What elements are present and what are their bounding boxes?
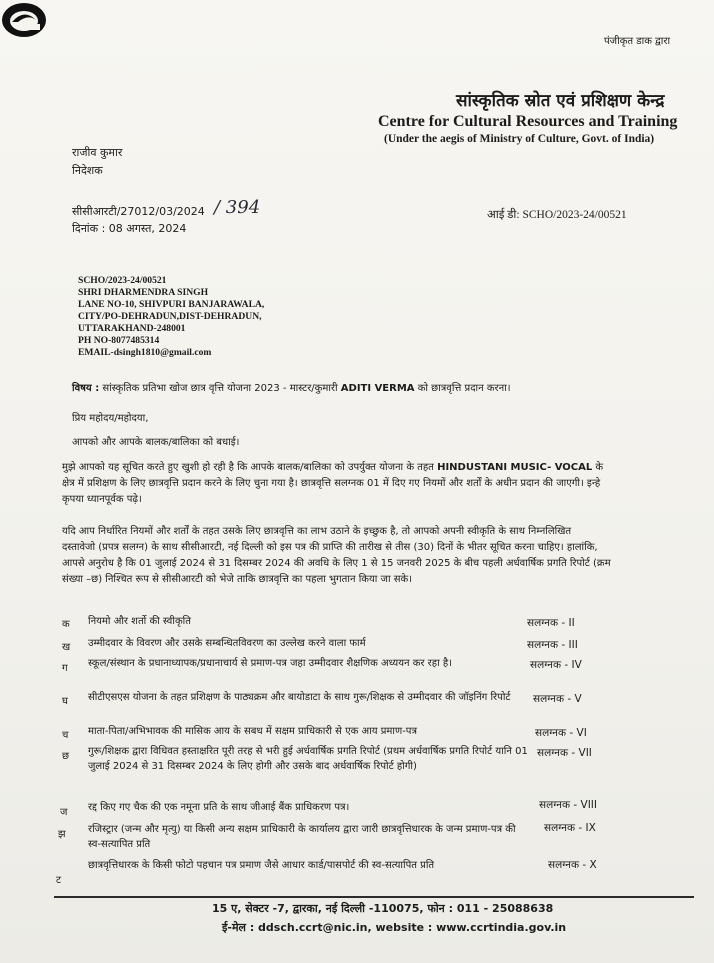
address-line: SHRI DHARMENDRA SINGH bbox=[78, 287, 209, 298]
para-line: संख्या –छ) निश्चित रूप से सीसीआरटी को भेजे ताकि छात्रवृत्ति का पहला भुगतान किया जा सके। bbox=[62, 574, 412, 585]
enclosure-letter: झ bbox=[58, 829, 66, 840]
enclosure-letter: घ bbox=[62, 696, 68, 707]
subject-text: सांस्कृतिक प्रतिभा खोज छात्र वृत्ति योजना 2023 - मास्टर/कुमारी bbox=[102, 383, 338, 394]
paragraph-instructions bbox=[62, 524, 676, 588]
enclosure-letter: ज bbox=[60, 807, 68, 818]
enclosure-text: उम्मीदवार के विवरण और उसके सम्बन्धितविवरण का उल्लेख करने वाला फार्म bbox=[88, 638, 366, 649]
subject-text-end: को छात्रवृत्ति प्रदान करना। bbox=[417, 383, 511, 394]
footer-divider bbox=[54, 896, 694, 898]
discipline-field: HINDUSTANI MUSIC- VOCAL bbox=[437, 462, 593, 473]
para-line: यदि आप निर्धारित नियमों और शर्तों के तहत उसके लिए छात्रवृत्ति का लाभ उठाने के इच्छुक है, तो आपको अपनी स्वीकृति के साथ निम्नलिखित bbox=[62, 526, 572, 537]
letter-date: दिनांक : 08 अगस्त, 2024 bbox=[72, 222, 187, 235]
address-line: LANE NO-10, SHIVPURI BANJARAWALA, bbox=[78, 299, 265, 310]
enclosure-text: नियमो और शर्तो की स्वीकृति bbox=[88, 616, 191, 627]
para-line-end: के bbox=[595, 462, 604, 473]
enclosure-text: छात्रवृत्तिधारक के किसी फोटो पहचान पत्र प्रमाण जैसे आधार कार्ड/पासपोर्ट की स्व-सत्यापित प्रति bbox=[88, 860, 435, 871]
enclosure-ref: सलग्नक - IX bbox=[544, 822, 596, 834]
address-line: EMAIL-dsingh1810@gmail.com bbox=[78, 347, 212, 358]
enclosure-letter: ग bbox=[62, 663, 68, 674]
reference-number: सीसीआरटी/27012/03/2024 bbox=[72, 205, 205, 218]
org-name-english: Centre for Cultural Resources and Training bbox=[378, 113, 678, 130]
enclosure-ref: सलग्नक - V bbox=[533, 693, 582, 705]
address-line: PH NO-8077485314 bbox=[78, 335, 160, 346]
registered-post-label: पंजीकृत डाक द्वारा bbox=[604, 36, 671, 47]
scholarship-id: आई डी: SCHO/2023-24/00521 bbox=[487, 209, 627, 221]
para-line: कृपया ध्यानपूर्वक पढ़े। bbox=[62, 494, 142, 505]
enclosure-ref: सलग्नक - VIII bbox=[539, 799, 597, 811]
address-line: SCHO/2023-24/00521 bbox=[78, 275, 167, 286]
enclosure-ref: सलग्नक - III bbox=[527, 639, 578, 651]
enclosure-letter: ख bbox=[62, 642, 71, 653]
para-line: क्षेत्र में प्रशिक्षण के लिए छात्रवृत्ति प्रदान करने के लिए चुना गया है। छात्रवृत्ति सलग्नक 01 में दिए गए नियमों और शर्तों के अधीन प्रदान की जाएगी। इन्हे bbox=[62, 478, 601, 489]
enclosure-text: रद्द किए गए चैक की एक नमूना प्रति के साथ जीआई बैंक प्राधिकरण पत्र। bbox=[88, 802, 350, 813]
para-line: मुझे आपको यह सूचित करते हुए खुशी हो रही है कि आपके बालक/बालिका को उपर्युक्त योजना के तहत bbox=[62, 462, 434, 473]
enclosure-ref: सलग्नक - X bbox=[548, 859, 597, 871]
enclosure-ref: सलग्नक - VII bbox=[537, 747, 592, 759]
address-line: UTTARAKHAND-248001 bbox=[78, 323, 186, 334]
enclosure-ref: सलग्नक - IV bbox=[530, 659, 582, 671]
greeting: आपको और आपके बालक/बालिका को बधाई। bbox=[72, 437, 240, 448]
candidate-name: ADITI VERMA bbox=[340, 383, 415, 394]
enclosure-letter: च bbox=[62, 730, 69, 741]
enclosure-letter: छ bbox=[62, 751, 70, 762]
enclosure-letter: ट bbox=[56, 875, 62, 886]
ccrt-logo-icon bbox=[0, 0, 48, 40]
footer-contact: ई-मेल : ddsch.ccrt@nic.in, website : www.ccrtindia.gov.in bbox=[222, 921, 567, 934]
org-name-hindi: सांस्कृतिक स्रोत एवं प्रशिक्षण केन्द्र bbox=[456, 91, 665, 111]
sender-name: राजीव कुमार bbox=[72, 146, 123, 159]
enclosure-text: रजिस्ट्रार (जन्म और मृत्यु) या किसी अन्य सक्षम प्राधिकारी के कार्यालय द्वारा जारी छात्रवृत्तिधारक के जन्म प्रमाण-पत्र की स्व-सत्यापित प्रति bbox=[88, 824, 516, 850]
enclosure-ref: सलग्नक - VI bbox=[535, 727, 587, 739]
enclosure-text: सीटीएसएस योजना के तहत प्रशिक्षण के पाठ्यक्रम और बायोडाटा के साथ गुरू/शिक्षक से उम्मीदवार की जॉइनिंग रिपोर्ट bbox=[88, 692, 511, 703]
enclosure-ref: सलग्नक - II bbox=[527, 617, 575, 629]
enclosure-text: माता-पिता/अभिभावक की मासिक आय के सबध में सक्षम प्राधिकारी से एक आय प्रमाण-पत्र bbox=[88, 726, 418, 737]
sender-designation: निदेशक bbox=[72, 164, 103, 177]
subject-label: विषय : bbox=[72, 383, 100, 394]
salutation: प्रिय महोदय/महोदया, bbox=[72, 413, 149, 424]
paragraph-intro bbox=[62, 460, 676, 508]
address-line: CITY/PO-DEHRADUN,DIST-DEHRADUN, bbox=[78, 311, 262, 322]
enclosure-letter: क bbox=[62, 619, 70, 630]
para-line: दस्तावेजो (प्रपत्र सलग्न) के साथ सीसीआरटी, नई दिल्ली को इस पत्र की प्राप्ति की तारीख से तीस (30) दिनों के भीतर सूचित करना चाहिए। हालांकि, bbox=[62, 542, 598, 553]
org-subtitle: (Under the aegis of Ministry of Culture, Govt. of India) bbox=[384, 133, 655, 145]
footer-address: 15 ए, सेक्टर -7, द्वारका, नई दिल्ली -110075, फोन : 011 - 25088638 bbox=[212, 902, 554, 915]
handwritten-number: / 394 bbox=[214, 197, 261, 218]
enclosure-text: गुरू/शिक्षक द्वारा विधिवत हस्ताक्षरित पूरी तरह से भरी हुई अर्धवार्षिक प्रगति रिपोर्ट (प्रथम अर्धवार्षिक प्रगति रिपोर्ट यानि 01 जुलाई 2024 से 31 दिसम्बर 2024 के लिए होगी और उसके बाद अर्धवार्षिक रिपोर्ट होगी) bbox=[88, 746, 528, 772]
enclosure-text: स्कूल/संस्थान के प्रधानाध्यापक/प्रधानाचार्य से प्रमाण-पत्र जहा उम्मीदवार शैक्षणिक अध्ययन कर रहा है। bbox=[88, 658, 452, 669]
para-line: आपसे अनुरोध है कि 01 जुलाई 2024 से 31 दिसम्बर 2024 की अवधि के लिए 1 से 15 जनवरी 2025 के बीच पहली अर्धवार्षिक प्रगति रिपोर्ट (क्रम bbox=[62, 558, 611, 569]
subject-line bbox=[72, 380, 511, 394]
